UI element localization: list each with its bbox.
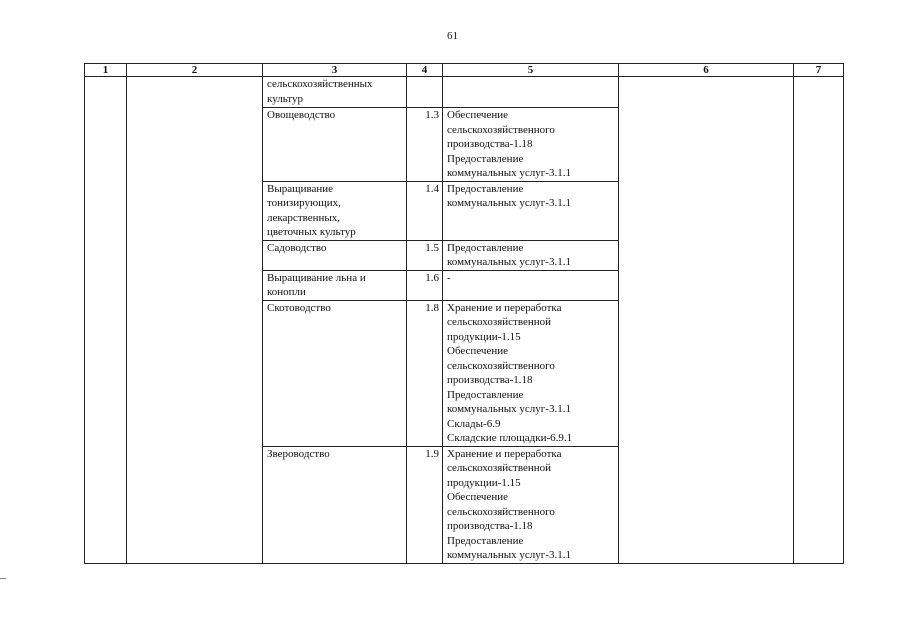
related-uses: Обеспечение сельскохозяйственного производства-1.18 Предоставление коммунальных услуг-3.1.1 bbox=[443, 108, 619, 182]
use-code: 1.9 bbox=[407, 446, 443, 563]
column-header-2: 2 bbox=[127, 64, 263, 77]
use-name: Выращивание льна и конопли bbox=[263, 270, 407, 300]
column-header-4: 4 bbox=[407, 64, 443, 77]
use-code: 1.5 bbox=[407, 240, 443, 270]
use-name: Скотоводство bbox=[263, 300, 407, 446]
use-code bbox=[407, 77, 443, 108]
use-name: Садоводство bbox=[263, 240, 407, 270]
col1-merged-cell bbox=[85, 77, 127, 564]
col2-merged-cell bbox=[127, 77, 263, 564]
table-row-continuation bbox=[85, 77, 844, 108]
related-uses: - bbox=[443, 270, 619, 300]
page-number: 61 bbox=[447, 30, 458, 42]
related-uses: Предоставление коммунальных услуг-3.1.1 bbox=[443, 240, 619, 270]
column-header-1: 1 bbox=[85, 64, 127, 77]
use-name: Овощеводство bbox=[263, 108, 407, 182]
related-uses: Предоставление коммунальных услуг-3.1.1 bbox=[443, 181, 619, 240]
table-header-row bbox=[85, 64, 844, 77]
use-code: 1.6 bbox=[407, 270, 443, 300]
land-use-table bbox=[84, 63, 844, 564]
use-code: 1.8 bbox=[407, 300, 443, 446]
margin-mark bbox=[0, 578, 6, 579]
col6-merged-cell bbox=[619, 77, 794, 564]
column-header-6: 6 bbox=[619, 64, 794, 77]
use-code: 1.3 bbox=[407, 108, 443, 182]
related-uses: Хранение и переработка сельскохозяйственной продукции-1.15 Обеспечение сельскохозяйственного производства-1.18 Предоставление коммунальных услуг-3.1.1 bbox=[443, 446, 619, 563]
use-name: Звероводство bbox=[263, 446, 407, 563]
use-name: Выращивание тонизирующих, лекарственных, цветочных культур bbox=[263, 181, 407, 240]
use-name: сельскохозяйственных культур bbox=[263, 77, 407, 108]
related-uses bbox=[443, 77, 619, 108]
column-header-7: 7 bbox=[794, 64, 844, 77]
col7-merged-cell bbox=[794, 77, 844, 564]
related-uses: Хранение и переработка сельскохозяйственной продукции-1.15 Обеспечение сельскохозяйственного производства-1.18 Предоставление коммунальных услуг-3.1.1 Склады-6.9 Складские площадки-6.9.1 bbox=[443, 300, 619, 446]
column-header-3: 3 bbox=[263, 64, 407, 77]
column-header-5: 5 bbox=[443, 64, 619, 77]
use-code: 1.4 bbox=[407, 181, 443, 240]
